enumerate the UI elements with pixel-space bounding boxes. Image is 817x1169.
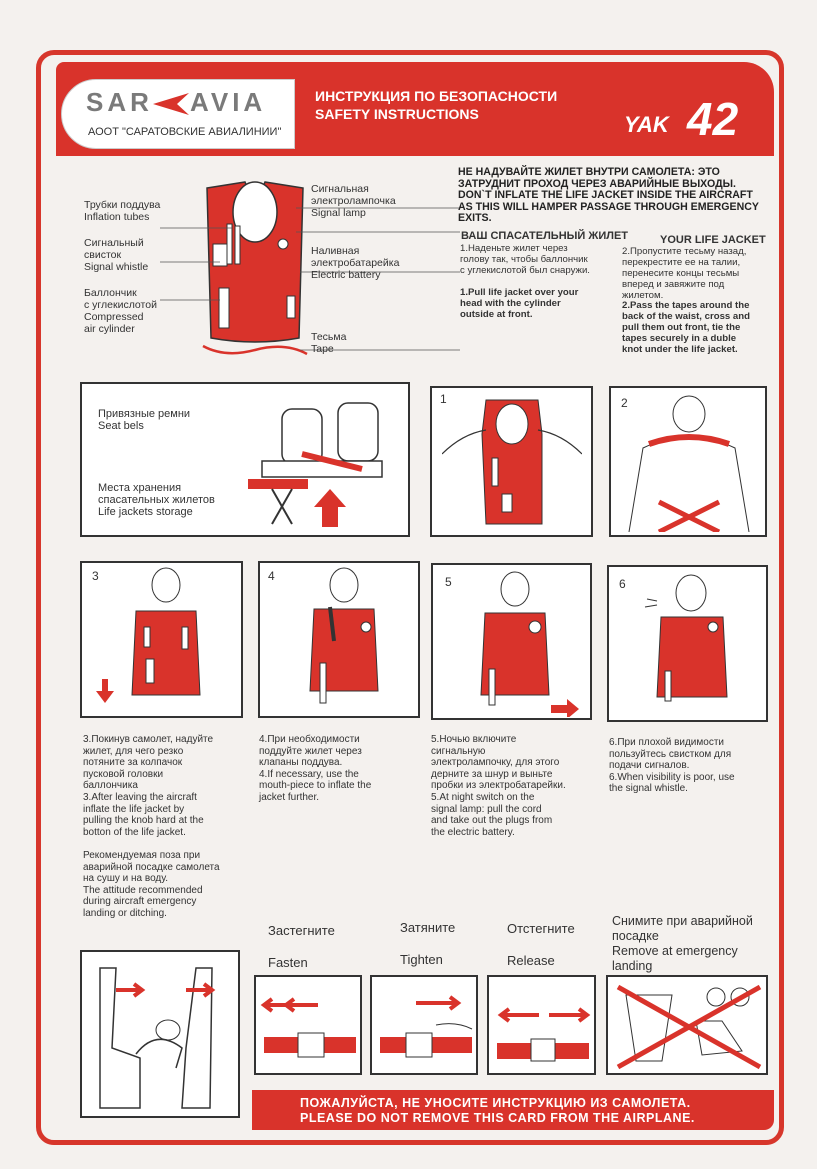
warning-text: НЕ НАДУВАЙТЕ ЖИЛЕТ ВНУТРИ САМОЛЕТА: ЭТО ЗАТРУДНИТ ПРОХОД ЧЕРЕЗ АВАРИЙНЫЕ ВЫХОДЫ. DON`T INFLATE THE LIFE JACKET INSIDE THE AIRCRAFT AS THIS WILL HAMPER PASSAGE THROUGH EMERGENCY EXITS. bbox=[458, 166, 759, 224]
person-donning-jacket-illustration bbox=[442, 394, 582, 534]
your-jacket-heading-ru: ВАШ СПАСАТЕЛЬНЫЙ ЖИЛЕТ bbox=[461, 230, 629, 242]
logo-text-right: AVIA bbox=[190, 87, 267, 117]
label-seat-belts: Привязные ремни Seat bels bbox=[98, 408, 191, 432]
fasten-panel bbox=[254, 975, 362, 1075]
footer-text-ru: ПОЖАЛУЙСТА, НЕ УНОСИТЕ ИНСТРУКЦИЮ ИЗ САМОЛЕТА. bbox=[300, 1096, 691, 1110]
step-panel-5 bbox=[431, 563, 592, 720]
release-label-ru: Отстегните bbox=[507, 921, 575, 936]
jacket-step1-en: 1.Pull life jacket over your head with the cylinder outside at front. bbox=[460, 287, 579, 320]
tighten-label-ru: Затяните bbox=[400, 920, 456, 935]
your-jacket-heading-en: YOUR LIFE JACKET bbox=[660, 234, 766, 246]
label-electric-battery: Наливная электробатарейка Electric battery bbox=[311, 245, 400, 281]
step-panel-3 bbox=[80, 561, 243, 718]
tighten-panel bbox=[370, 975, 478, 1075]
step-number-4: 4 bbox=[268, 569, 275, 583]
step-number-2: 2 bbox=[621, 396, 628, 410]
step-number-1: 1 bbox=[440, 392, 447, 406]
label-signal-lamp: Сигнальная электролампочка Signal lamp bbox=[311, 183, 396, 219]
step-number-3: 3 bbox=[92, 569, 99, 583]
release-panel bbox=[487, 975, 596, 1075]
leader-lines bbox=[160, 190, 460, 360]
title-en: SAFETY INSTRUCTIONS bbox=[315, 106, 479, 122]
belt-tighten-illustration bbox=[376, 985, 476, 1070]
label-jacket-storage: Места хранения спасательных жилетов Life jackets storage bbox=[98, 482, 215, 518]
step-number-6: 6 bbox=[619, 577, 626, 591]
aircraft-number: 42 bbox=[687, 93, 739, 145]
step-number-5: 5 bbox=[445, 575, 452, 589]
company-name: АООТ "САРАТОВСКИЕ АВИАЛИНИИ" bbox=[88, 126, 282, 138]
step-panel-6 bbox=[607, 565, 768, 722]
remove-label: Снимите при аварийной посадке Remove at emergency landing bbox=[612, 914, 753, 973]
remove-shoes-panel bbox=[606, 975, 768, 1075]
belt-fasten-illustration bbox=[260, 985, 360, 1070]
label-air-cylinder: Баллончик с углекислотой Compressed air cylinder bbox=[84, 287, 157, 335]
logo-text-left: SAR bbox=[86, 87, 153, 117]
belt-release-illustration bbox=[493, 985, 593, 1070]
signal-lamp-illustration bbox=[441, 569, 586, 717]
logo-arrow-icon bbox=[153, 93, 189, 115]
remove-items-illustration bbox=[612, 981, 766, 1073]
label-signal-whistle: Сигнальный свисток Signal whistle bbox=[84, 237, 149, 273]
step-panel-1 bbox=[430, 386, 593, 537]
release-label-en: Release bbox=[507, 953, 555, 968]
caption-step-3: 3.Покинув самолет, надуйте жилет, для чего резко потяните за колпачок пусковой головки баллончика 3.After leaving the aircraft inflate the life jacket by pulling the knob hard at the botton of the life jacket. Рекомендуемая поза при аварийной посадке самолета на сушу и на воду. The attitude recommended during aircraft emergency landing or ditching. bbox=[83, 734, 220, 919]
caption-step-6: 6.При плохой видимости пользуйтесь свистком для подачи сигналов. 6.When visibility is poor, use the signal whistle. bbox=[609, 737, 735, 795]
tighten-label-en: Tighten bbox=[400, 952, 443, 967]
label-inflation-tubes: Трубки поддува Inflation tubes bbox=[84, 199, 161, 223]
storage-panel bbox=[80, 382, 410, 537]
seats-illustration bbox=[242, 399, 402, 529]
step-panel-2 bbox=[609, 386, 767, 537]
caption-step-4: 4.При необходимости поддуйте жилет через клапаны поддува. 4.If necessary, use the mouth-piece to inflate the jacket further. bbox=[259, 734, 372, 803]
jacket-step1-ru: 1.Наденьте жилет через голову так, чтобы баллончик с углекислотой был снаружи. bbox=[460, 243, 590, 276]
step-panel-4 bbox=[258, 561, 420, 718]
jacket-step2-en: 2.Pass the tapes around the back of the waist, cross and pull them out front, tie the tapes securely in a duble knot under the life jacket. bbox=[622, 300, 750, 355]
mouth-inflate-illustration bbox=[270, 567, 415, 715]
aircraft-type: YAK bbox=[624, 112, 669, 137]
fasten-label-en: Fasten bbox=[268, 955, 308, 970]
jacket-step2-ru: 2.Пропустите тесьму назад, перекрестите ее на талии, перенесите концы тесьмы вперед и завяжите под жилетом. bbox=[622, 246, 747, 301]
person-tying-tapes-illustration bbox=[619, 392, 759, 532]
brace-position-panel bbox=[80, 950, 240, 1118]
inflate-jacket-illustration bbox=[92, 567, 237, 715]
footer-text-en: PLEASE DO NOT REMOVE THIS CARD FROM THE AIRPLANE. bbox=[300, 1111, 695, 1125]
caption-step-5: 5.Ночью включите сигнальную электролампочку, для этого дерните за шнур и выньте пробки из электробатарейки. 5.At night switch on the signal lamp: pull the cord and take out the plugs from the electric battery. bbox=[431, 734, 566, 838]
signal-whistle-illustration bbox=[617, 571, 762, 719]
brace-position-illustration bbox=[86, 958, 236, 1113]
title-ru: ИНСТРУКЦИЯ ПО БЕЗОПАСНОСТИ bbox=[315, 88, 558, 104]
label-tape: Тесьма Tape bbox=[311, 331, 347, 355]
fasten-label-ru: Застегните bbox=[268, 923, 335, 938]
